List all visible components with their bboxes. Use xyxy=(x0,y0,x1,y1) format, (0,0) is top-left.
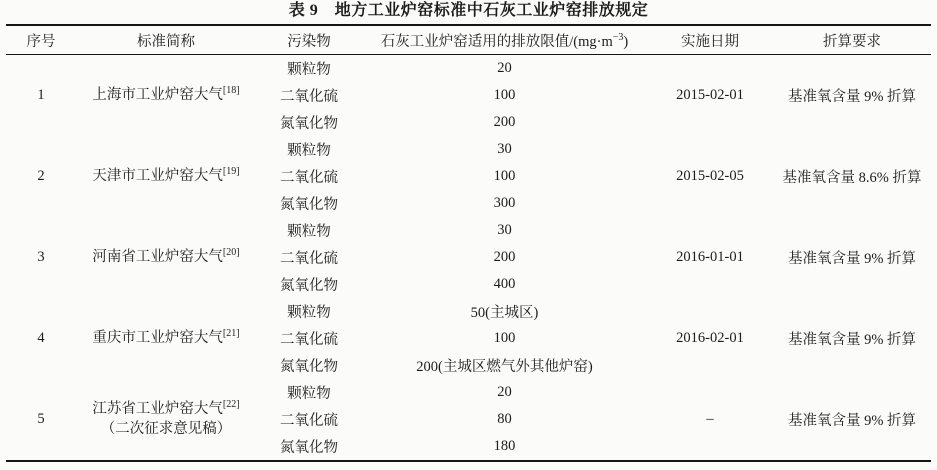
pollutant-name: 颗粒物 xyxy=(287,62,331,78)
emission-limit-value: 400 xyxy=(493,276,516,292)
pollutant-name: 氮氧化物 xyxy=(280,359,338,375)
standard-name-note: （二次征求意见稿） xyxy=(100,420,232,437)
emission-limit-value: 100 xyxy=(493,87,516,103)
table-row xyxy=(6,55,931,83)
pollutant-name: 二氧化硫 xyxy=(280,170,338,186)
standard-name-cell xyxy=(76,55,256,137)
conversion-requirement: 基准氧含量 9% 折算 xyxy=(787,413,917,429)
row-serial-number: 5 xyxy=(37,411,45,427)
implementation-date: 2015-02-01 xyxy=(676,87,744,103)
standard-name-cell xyxy=(76,217,256,298)
standard-reference-number: [18] xyxy=(222,84,240,96)
emission-limit-value: 100 xyxy=(493,168,516,184)
emission-standards-table xyxy=(6,24,931,462)
row-serial-number: 4 xyxy=(37,330,45,346)
table-row xyxy=(6,136,931,163)
table-row xyxy=(6,217,931,244)
emission-limit-value: 180 xyxy=(493,438,516,454)
emission-limit-value: 100 xyxy=(493,330,516,346)
standard-reference-number: [22] xyxy=(222,399,240,411)
standard-name-text: 河南省工业炉窑大气 xyxy=(92,248,223,265)
standard-name-text: 重庆市工业炉窑大气 xyxy=(92,329,223,346)
standard-name-text: 江苏省工业炉窑大气 xyxy=(92,400,223,417)
emission-limit-value: 200 xyxy=(493,114,516,130)
conversion-requirement: 基准氧含量 8.6% 折算 xyxy=(782,170,922,186)
pollutant-name: 氮氧化物 xyxy=(280,440,338,456)
header-row xyxy=(6,25,931,55)
emission-limit-value: 20 xyxy=(497,60,512,76)
pollutant-name: 氮氧化物 xyxy=(280,197,338,213)
pollutant-name: 颗粒物 xyxy=(287,386,331,402)
pollutant-name: 二氧化硫 xyxy=(280,332,338,348)
col-header-serial-number: 序号 xyxy=(26,33,56,50)
pollutant-name: 颗粒物 xyxy=(287,305,331,321)
col-header-standard-name: 标准简称 xyxy=(137,33,195,50)
standard-name-cell xyxy=(76,136,256,217)
emission-limit-value: 200 xyxy=(493,249,516,265)
conversion-requirement: 基准氧含量 9% 折算 xyxy=(787,251,917,267)
limit-unit-exponent: −3 xyxy=(612,31,624,43)
implementation-date: – xyxy=(706,411,714,427)
table-row xyxy=(6,379,931,406)
col-header-emission-limit xyxy=(362,25,647,55)
table-title: 表 9 地方工业炉窑标准中石灰工业炉窑排放规定 xyxy=(288,2,649,19)
standard-name-text: 天津市工业炉窑大气 xyxy=(92,167,223,184)
emission-limit-value: 20 xyxy=(497,384,512,400)
emission-limit-value: 200(主城区燃气外其他炉窑) xyxy=(416,359,593,375)
standard-name-text: 上海市工业炉窑大气 xyxy=(92,86,223,103)
pollutant-name: 氮氧化物 xyxy=(280,116,338,132)
implementation-date: 2015-02-05 xyxy=(676,168,744,184)
row-serial-number: 1 xyxy=(37,87,45,103)
pollutant-name: 颗粒物 xyxy=(287,224,331,240)
row-serial-number: 3 xyxy=(37,249,45,265)
implementation-date: 2016-02-01 xyxy=(676,330,744,346)
standard-reference-number: [21] xyxy=(222,327,240,339)
col-header-conversion-requirement: 折算要求 xyxy=(823,33,881,50)
row-serial-number: 2 xyxy=(37,168,45,184)
pollutant-name: 二氧化硫 xyxy=(280,413,338,429)
pollutant-name: 二氧化硫 xyxy=(280,89,338,105)
implementation-date: 2016-01-01 xyxy=(676,249,744,265)
table-row xyxy=(6,298,931,325)
emission-limit-value: 30 xyxy=(497,141,512,157)
emission-limit-value: 50(主城区) xyxy=(470,305,539,321)
col-header-implementation-date: 实施日期 xyxy=(681,33,739,50)
pollutant-name: 颗粒物 xyxy=(287,143,331,159)
limit-header-text: 石灰工业炉窑适用的排放限值/(mg·m xyxy=(380,33,613,50)
standard-reference-number: [20] xyxy=(222,246,240,258)
pollutant-name: 氮氧化物 xyxy=(280,278,338,294)
emission-limit-value: 30 xyxy=(497,222,512,238)
standard-name-cell xyxy=(76,298,256,379)
emission-limit-value: 300 xyxy=(493,195,516,211)
conversion-requirement: 基准氧含量 9% 折算 xyxy=(787,89,917,105)
standard-name-cell xyxy=(76,379,256,461)
conversion-requirement: 基准氧含量 9% 折算 xyxy=(787,332,917,348)
emission-limit-value: 80 xyxy=(497,411,512,427)
standard-reference-number: [19] xyxy=(222,165,240,177)
pollutant-name: 二氧化硫 xyxy=(280,251,338,267)
col-header-pollutant: 污染物 xyxy=(287,33,331,50)
limit-header-close-paren: ) xyxy=(623,33,629,50)
